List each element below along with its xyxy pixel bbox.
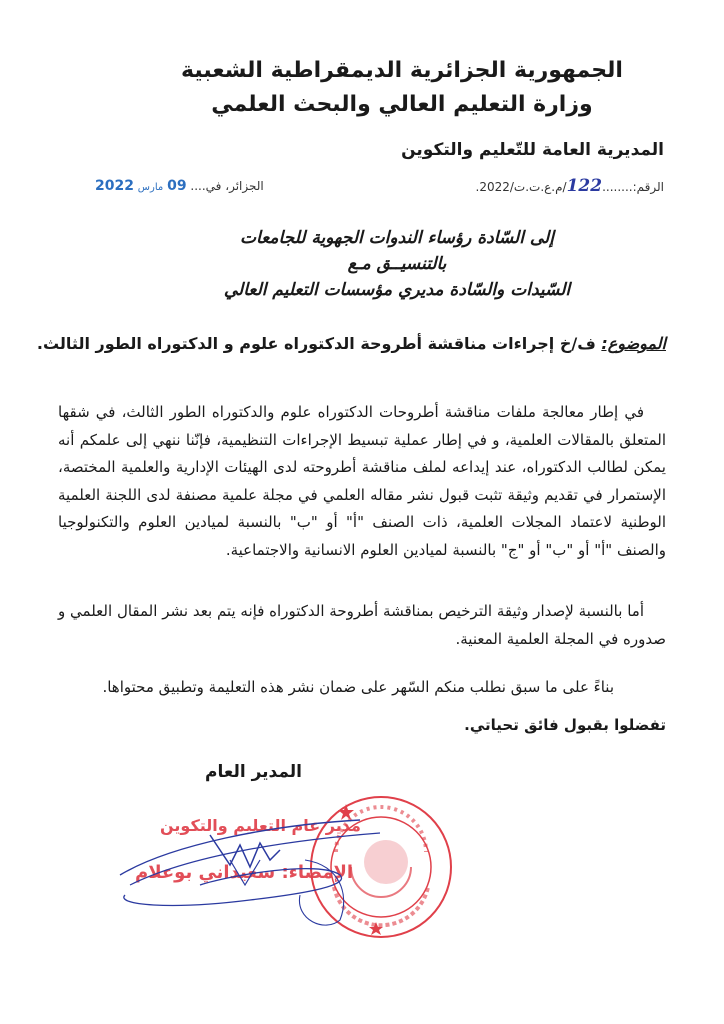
- date-month: مارس: [137, 182, 164, 193]
- reference-suffix: /م.ع.ت.ت/2022.: [475, 180, 567, 194]
- paragraph-2-text: أما بالنسبة لإصدار وثيقة الترخيص بمناقشة أطروحة الدكتوراه فإنه يتم بعد نشر المقال العلمي و صدوره في المجلة العلمية المعنية.: [58, 602, 666, 648]
- reference-label: الرقم:: [632, 180, 664, 194]
- subject-line: [37, 334, 666, 353]
- body-paragraph-3: بناءً على ما سبق نطلب منكم السّهر على ضمان نشر هذه التعليمة وتطبيق محتواها.: [102, 678, 614, 696]
- reference-number: [476, 176, 665, 196]
- country-header: الجمهورية الجزائرية الديمقراطية الشعبية: [181, 58, 623, 83]
- signer-title: المدير العام: [205, 762, 302, 782]
- closing-line: تفضلوا بقبول فائق تحياتي.: [464, 716, 666, 734]
- reference-dots: ........: [602, 180, 633, 194]
- date-year: 2022: [95, 178, 134, 194]
- directorate-header: المديرية العامة للتّعليم والتكوين: [401, 140, 664, 160]
- addressee-line-3: السّيدات والسّادة مديري مؤسسات التعليم العالي: [223, 280, 571, 300]
- date-label: الجزائر، في: [205, 179, 264, 193]
- reference-handwritten-number: 122: [566, 176, 603, 196]
- addressee-line-1: إلى السّادة رؤساء الندوات الجهوية للجامعات: [240, 228, 554, 248]
- subject-label: الموضوع:: [601, 334, 666, 353]
- handwritten-signature-icon: [110, 805, 390, 935]
- stamp-signatory-name: الإمضاء: سعيداني بوعلام: [135, 862, 354, 883]
- paragraph-1-text: في إطار معالجة ملفات مناقشة أطروحات الدكتوراه علوم والدكتوراه الطور الثالث، في شقها المتعلق بالمقالات العلمية، و في إطار عملية تبسيط الإجراءات التنظيمية، فإنّنا ننهي إلى علمكم أنه يمكن لطالب الدكتوراه، عند إيداعه لملف مناقشة أطروحته لدى الهيئات الإدارية والعلمية المختصة، الإستمرار في تقديم وثيقة تثبت قبول نشر مقاله العلمي في مجلة علمية مصنفة لدى اللجنة العلمية الوطنية لاعتماد المجلات العلمية، ذات الصنف "أ" أو "ب" بالنسبة لميادين العلوم والتكنولوجيا والصنف "أ" أو "ب" أو "ج" بالنسبة لميادين العلوم الانسانية والاجتماعية.: [58, 403, 666, 559]
- body-paragraph-1: [58, 399, 666, 564]
- subject-text: ف/خ إجراءات مناقشة أطروحة الدكتوراه علوم و الدكتوراه الطور الثالث.: [36, 334, 596, 353]
- ministry-header: وزارة التعليم العالي والبحث العلمي: [211, 92, 593, 117]
- date-day: 09: [167, 178, 187, 194]
- body-paragraph-2: [58, 598, 666, 653]
- date-line: [95, 178, 264, 194]
- date-dots: ....: [190, 179, 206, 193]
- addressee-line-2: بالتنسيــق مـع: [347, 254, 447, 274]
- stamp-title: مدير عام التعليم والتكوين: [160, 816, 361, 835]
